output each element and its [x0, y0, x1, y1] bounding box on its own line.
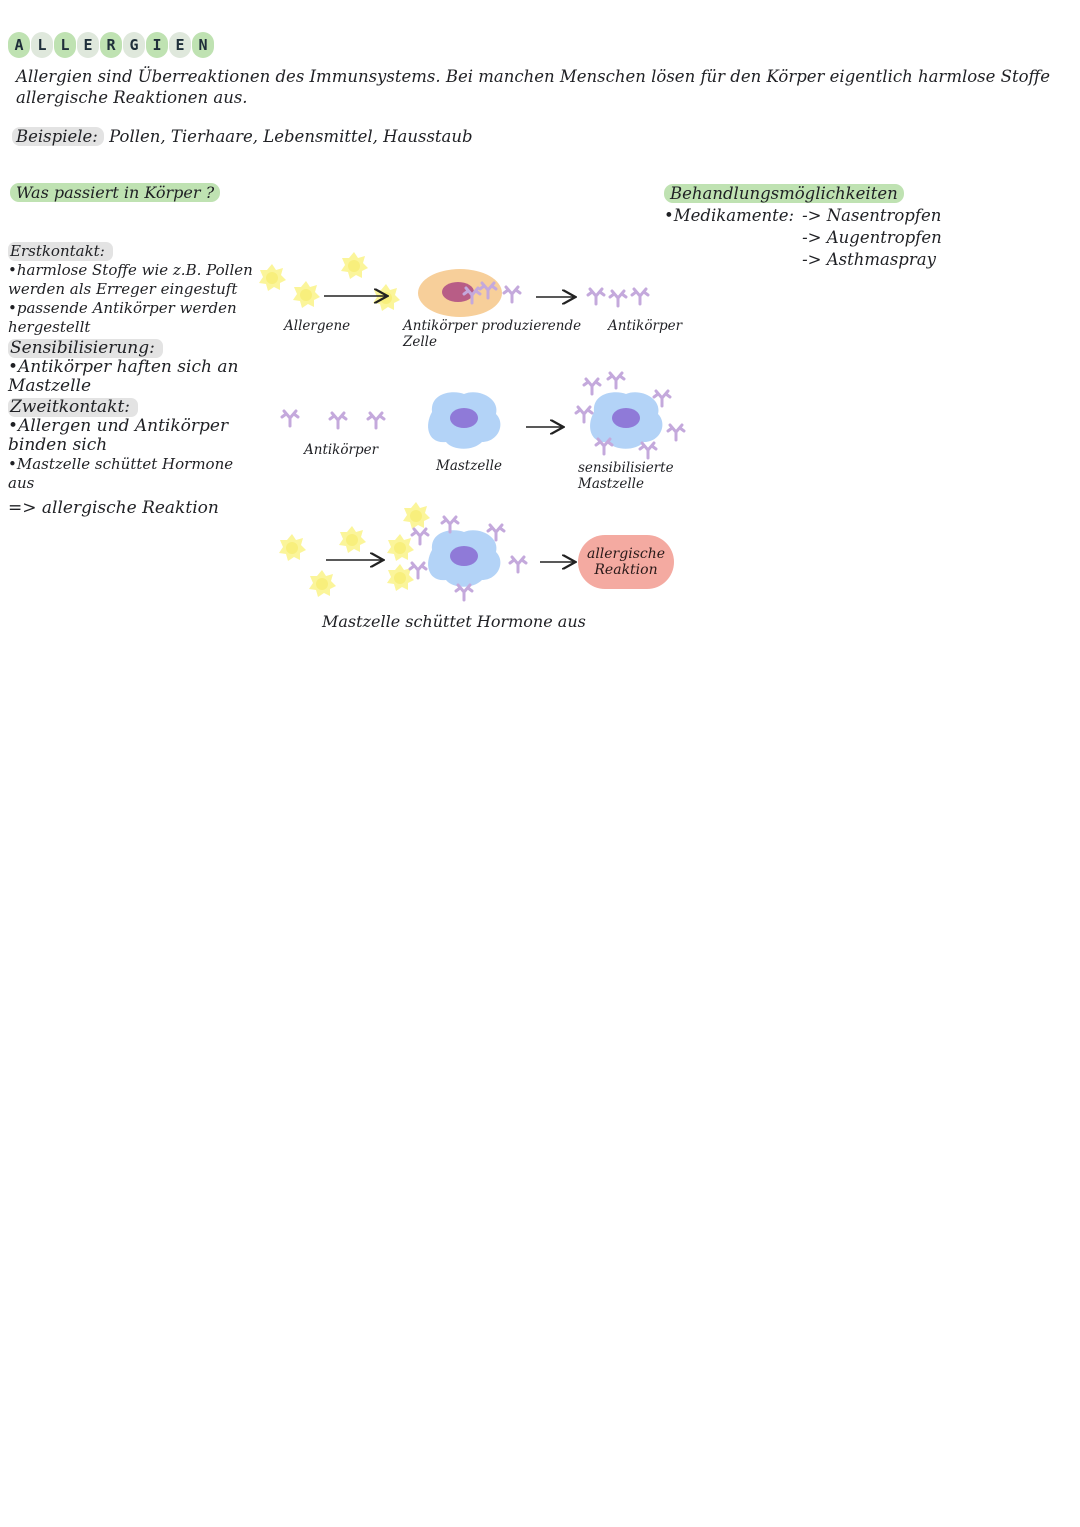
steps-column [8, 240, 253, 518]
pollen-icon [387, 534, 414, 561]
title-letter: A [8, 32, 30, 58]
treatment-label: •Medikamente: [664, 206, 795, 225]
title-letter: I [146, 32, 168, 58]
title-letter: L [31, 32, 53, 58]
antibody-icon [456, 585, 472, 600]
antibody-icon [504, 287, 520, 302]
treatment-item: -> Asthmaspray [802, 250, 936, 269]
antibody-icon [576, 407, 592, 422]
pollen-icon [309, 570, 336, 597]
examples-label: Beispiele: [12, 127, 104, 146]
title-letter: E [169, 32, 191, 58]
label-hormone-release: Mastzelle schüttet Hormone aus [322, 612, 586, 631]
antibody-icon [442, 517, 458, 532]
title-letter: L [54, 32, 76, 58]
antibody-icon [608, 373, 624, 388]
allergic-reaction-badge: allergische Reaktion [578, 535, 674, 589]
second-contact-heading: Zweitkontakt: [8, 398, 138, 417]
mast-cell-icon [428, 392, 500, 449]
intro-text: Allergien sind Überreaktionen des Immunsystems. Bei manchen Menschen lösen für den Körper eigentlich harmlose Stoffe allergische Reaktionen aus. [16, 67, 1050, 107]
antibody-icon [668, 425, 684, 440]
pollen-icon [293, 281, 320, 308]
pollen-icon [403, 502, 430, 529]
antibody-icon [282, 411, 298, 426]
label-antibodies-row2: Antikörper [304, 442, 379, 458]
section-heading-body [10, 183, 220, 202]
label-allergens: Allergene [284, 318, 351, 334]
antibody-icon [368, 413, 384, 428]
label-sensitized-mast-cell: sensibilisierte Mastzelle [578, 460, 674, 492]
examples-text: Pollen, Tierhaare, Lebensmittel, Hausstaub [109, 127, 473, 146]
treatment-heading: Behandlungsmöglichkeiten [664, 184, 904, 203]
label-mast-cell: Mastzelle [436, 458, 502, 474]
sensitization-point: •Antikörper haften sich an Mastzelle [8, 357, 239, 396]
label-producer-cell: Antikörper produzierende Zelle [403, 318, 582, 350]
title-letter: R [100, 32, 122, 58]
mast-cell-icon [428, 530, 500, 587]
title-letter: N [192, 32, 214, 58]
pollen-icon [279, 534, 306, 561]
first-contact-heading: Erstkontakt: [8, 242, 113, 261]
first-contact-point: •harmlose Stoffe wie z.B. Pollen werden als Erreger eingestuft [8, 261, 253, 298]
second-contact-result: => allergische Reaktion [8, 498, 219, 518]
pollen-icon [373, 284, 400, 311]
antibody-icon [412, 529, 428, 544]
antibody-icon [410, 563, 426, 578]
question-text: Was passiert in Körper ? [10, 183, 220, 202]
sensitization-heading: Sensibilisierung: [8, 339, 163, 358]
antibody-icon [584, 379, 600, 394]
label-antibodies: Antikörper [608, 318, 683, 334]
pollen-icon [341, 252, 368, 279]
second-contact-point: •Mastzelle schüttet Hormone aus [8, 455, 234, 492]
antibody-icon [510, 557, 526, 572]
antibody-icon [640, 443, 656, 458]
antibody-icon [632, 289, 648, 304]
pollen-icon [339, 526, 366, 553]
antibody-icon [610, 291, 626, 306]
pollen-icon [259, 264, 286, 291]
row-second-contact [279, 502, 574, 600]
title-letter: E [77, 32, 99, 58]
page-title [8, 32, 214, 58]
second-contact-point: •Allergen und Antikörper binden sich [8, 416, 229, 455]
examples-line [12, 127, 473, 146]
treatment-item: -> Augentropfen [802, 228, 942, 247]
row-first-contact [259, 252, 648, 317]
first-contact-point: •passende Antikörper werden hergestellt [8, 299, 237, 336]
title-letter: G [123, 32, 145, 58]
treatment-item: -> Nasentropfen [802, 206, 942, 225]
antibody-icon [330, 413, 346, 428]
antibody-icon [588, 289, 604, 304]
